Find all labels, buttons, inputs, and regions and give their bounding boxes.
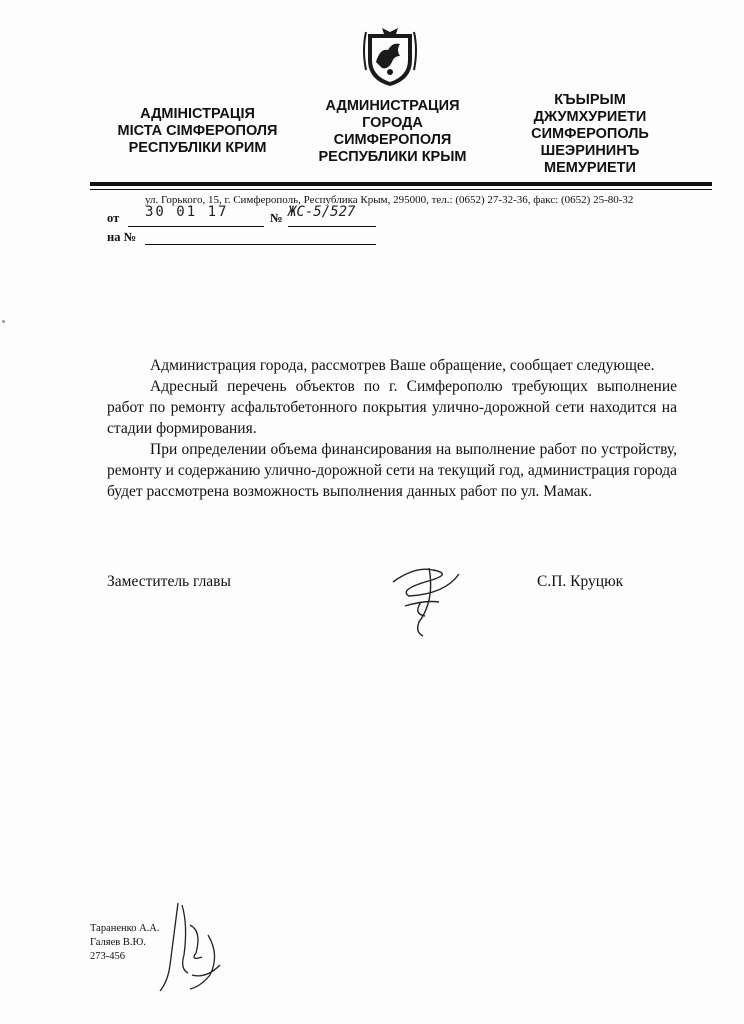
handwritten-signature-icon: [385, 560, 465, 640]
header-right-line-4: ШЕЭРИНИНЪ: [540, 143, 640, 159]
header-center-line-1: АДМИНИСТРАЦИЯ: [325, 98, 460, 114]
date-label: от: [107, 211, 120, 225]
number-underline: [288, 226, 376, 227]
header-center-line-3: СИМФЕРОПОЛЯ: [333, 132, 452, 148]
date-value: 30 01 17: [145, 204, 229, 220]
letter-body: [107, 355, 677, 502]
header-right-line-5: МЕМУРИЕТИ: [544, 160, 636, 176]
header-left-ua: [110, 106, 285, 157]
scan-artifact: [2, 320, 5, 323]
body-paragraph-3: При определении объема финансирования на выполнение работ по устройству, ремонту и содержанию улично-дорожной сети на текущий год, администрация города будет рассмотрена возможность выполнения данных работ по ул. Мамак.: [107, 441, 677, 500]
executor-line-1: Тараненко А.А.: [90, 923, 160, 934]
header-right-line-3: СИМФЕРОПОЛЬ: [531, 126, 649, 142]
crimea-coat-of-arms-icon: [362, 26, 418, 88]
executor-phone: 273-456: [90, 951, 125, 962]
header-center-line-2: ГОРОДА: [362, 115, 423, 131]
number-label: №: [270, 211, 283, 225]
number-value: ЖС-5/527: [288, 204, 356, 220]
header-left-line-1: АДМІНІСТРАЦІЯ: [140, 106, 255, 122]
header-center-ru: [300, 98, 485, 166]
reference-label: на №: [107, 230, 137, 244]
header-left-line-3: РЕСПУБЛІКИ КРИМ: [128, 140, 267, 156]
header-divider-thin: [90, 189, 712, 190]
body-paragraph-1: Администрация города, рассмотрев Ваше обращение, сообщает следующее.: [150, 357, 655, 374]
header-right-crh: [500, 92, 680, 177]
header-divider-thick: [90, 182, 712, 186]
signatory-name: С.П. Круцюк: [537, 573, 624, 590]
header-right-line-1: КЪЫРЫМ: [554, 92, 626, 108]
header-center-line-4: РЕСПУБЛИКИ КРЫМ: [318, 149, 467, 165]
date-underline: [128, 226, 264, 227]
header-left-line-2: МІСТА СІМФЕРОПОЛЯ: [117, 123, 278, 139]
letterhead-address: ул. Горького, 15, г. Симферополь, Республика Крым, 295000, тел.: (0652) 27-32-36, факс: (0652) 25-80-32: [145, 194, 634, 206]
reference-underline: [145, 244, 376, 245]
body-paragraph-2: Адресный перечень объектов по г. Симферополю требующих выполнение работ по ремонту асфальтобетонного покрытия улично-дорожной сети находится на стадии формирования.: [107, 378, 677, 437]
signatory-title: Заместитель главы: [107, 573, 231, 590]
header-right-line-2: ДЖУМХУРИЕТИ: [533, 109, 647, 125]
executor-line-2: Галяев В.Ю.: [90, 937, 146, 948]
executor-signature-icon: [130, 895, 230, 1000]
